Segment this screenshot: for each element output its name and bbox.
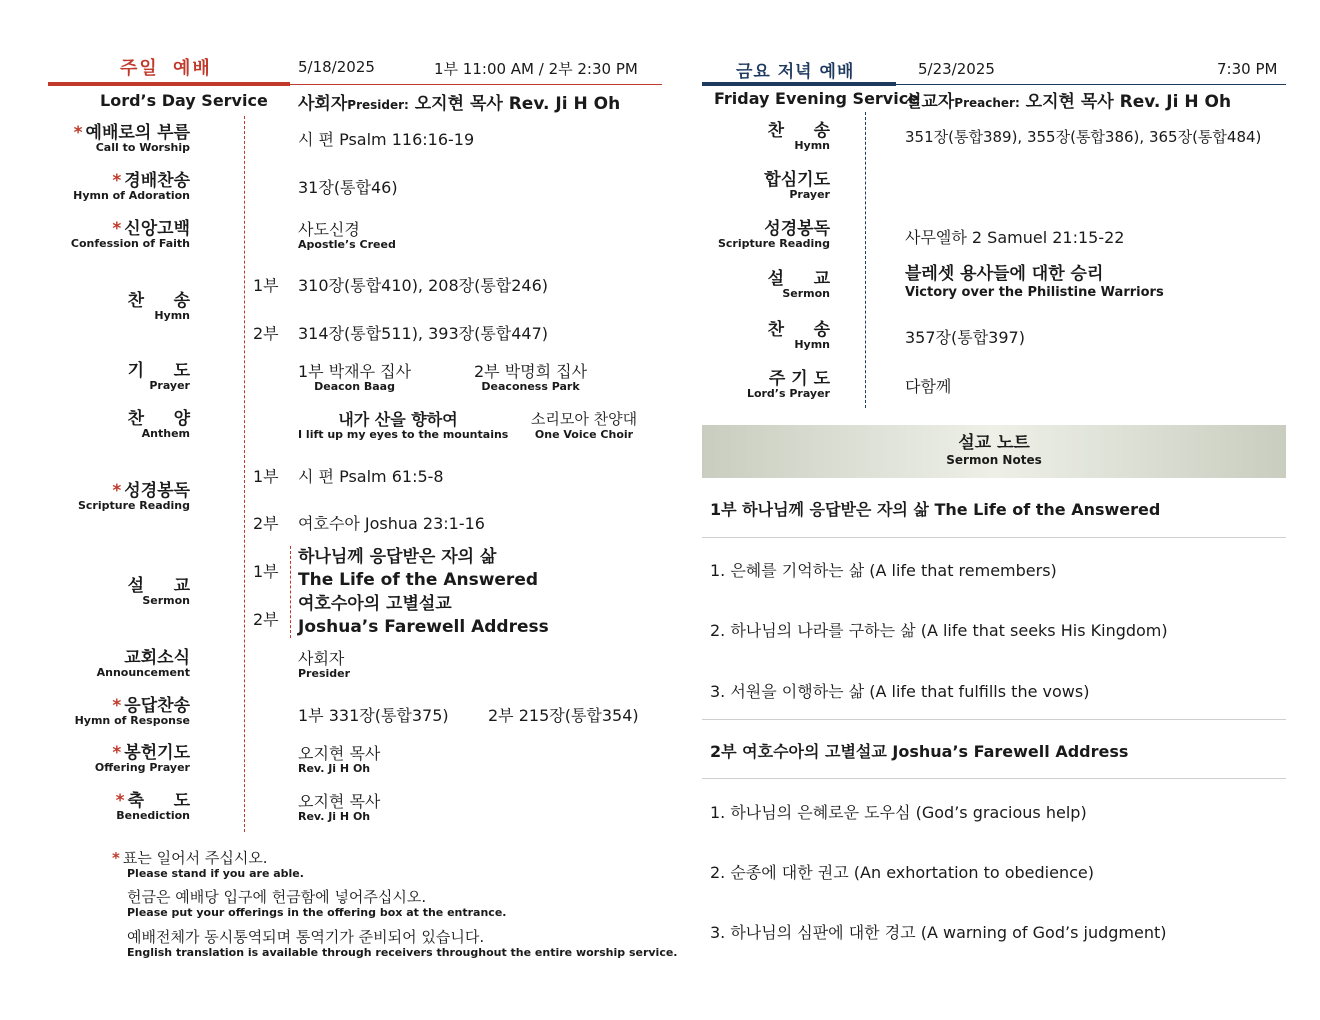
friday-time: 7:30 PM (1217, 60, 1278, 78)
stand-marker: * (115, 791, 125, 811)
notes-rule (702, 537, 1286, 538)
label-hymn-of-adoration: * 경배찬송 Hymn of Adoration (73, 171, 190, 202)
presider-name: 오지현 목사 Rev. Ji H Oh (408, 94, 621, 114)
label-fri-sermon: 설 교 Sermon (767, 269, 830, 300)
service-1-tag: 1부 (253, 467, 279, 486)
value-announcement: 사회자 Presider (298, 649, 351, 680)
sermon-notes-banner (702, 425, 1286, 478)
label-offering-prayer: * 봉헌기도 Offering Prayer (94, 743, 190, 774)
sermon-notes-title-en: Sermon Notes (946, 453, 1042, 467)
stand-marker: * (112, 219, 122, 239)
stand-marker: * (112, 743, 122, 763)
label-hymn-of-response: * 응답찬송 Hymn of Response (74, 696, 190, 727)
value-offering-prayer: 오지현 목사 Rev. Ji H Oh (298, 744, 381, 775)
stand-marker: * (112, 171, 122, 191)
sunday-header-thin-rule (290, 84, 662, 85)
notes-point: 2. 하나님의 나라를 구하는 삶 (A life that seeks His Kingdom) (710, 621, 1168, 640)
friday-preacher (905, 87, 1231, 112)
service-2-tag: 2부 (253, 610, 279, 629)
sunday-header-thick-rule (48, 82, 290, 86)
value-benediction: 오지현 목사 Rev. Ji H Oh (298, 792, 381, 823)
value-scripture-2: 여호수아 Joshua 23:1-16 (298, 514, 485, 533)
value-fri-lords-prayer: 다함께 (905, 377, 952, 396)
friday-title-ko: 금요 저녁 예배 (736, 62, 855, 82)
stand-marker: * (112, 696, 122, 716)
service-2-tag: 2부 (253, 324, 279, 343)
note-offering: 헌금은 예배당 입구에 헌금함에 넣어주십시오. Please put your offerings in the offering box at the entrance. (127, 888, 507, 919)
value-anthem-title: 내가 산을 향하여 I lift up my eyes to the mountains (298, 410, 509, 441)
label-fri-lords-prayer: 주 기 도 Lord’s Prayer (746, 369, 830, 400)
note-translation: 예배전체가 동시통역되며 통역기가 준비되어 있습니다. English translation is available through receivers throughout the entire worship service. (127, 928, 678, 959)
presider-label-ko: 사회자 (298, 94, 348, 114)
service-1-tag: 1부 (253, 276, 279, 295)
value-fri-hymn-2: 357장(통합397) (905, 328, 1025, 347)
sunday-times: 1부 11:00 AM / 2부 2:30 PM (434, 60, 638, 78)
label-sermon: 설 교 Sermon (127, 576, 190, 607)
label-fri-scripture: 성경봉독 Scripture Reading (717, 219, 830, 250)
label-confession-of-faith: * 신앙고백 Confession of Faith (70, 219, 190, 250)
sunday-divider (244, 116, 245, 832)
value-response-1: 1부 331장(통합375) (298, 706, 449, 725)
sermon-bracket (290, 546, 291, 638)
stand-marker: * (73, 123, 83, 143)
notes-rule (702, 719, 1286, 720)
preacher-label-en: Preacher: (954, 96, 1020, 110)
value-sermon-1: 하나님께 응답받은 자의 삶 The Life of the Answered (298, 547, 539, 590)
notes-point: 2. 순종에 대한 권고 (An exhortation to obedience) (710, 863, 1094, 882)
service-2-tag: 2부 (253, 514, 279, 533)
notes-point: 1. 하나님의 은혜로운 도우심 (God’s gracious help) (710, 803, 1087, 822)
value-scripture-1: 시 편 Psalm 61:5-8 (298, 467, 444, 486)
preacher-label-ko: 설교자 (905, 92, 955, 112)
note-stand: * 표는 일어서 주십시오. Please stand if you are able. (112, 849, 304, 880)
label-hymn: 찬 송 Hymn (127, 291, 190, 322)
notes-heading-2: 2부 여호수아의 고별설교 Joshua’s Farewell Address (710, 742, 1129, 761)
label-call-to-worship: * 예배로의 부름 Call to Worship (73, 123, 190, 154)
value-hymn-of-adoration: 31장(통합46) (298, 178, 398, 197)
label-fri-prayer: 합심기도 Prayer (764, 170, 830, 201)
value-sermon-2: 여호수아의 고별설교 Joshua’s Farewell Address (298, 594, 549, 637)
sunday-title-en: Lord’s Day Service (100, 91, 268, 110)
value-confession-of-faith: 사도신경 Apostle’s Creed (298, 220, 396, 251)
sunday-title-ko: 주일 예배 (120, 58, 212, 79)
sermon-notes-title-ko: 설교 노트 (958, 433, 1030, 453)
value-hymn-1: 310장(통합410), 208장(통합246) (298, 276, 549, 295)
value-fri-sermon: 블레셋 용사들에 대한 승리 Victory over the Philistine Warriors (905, 264, 1164, 300)
value-fri-scripture: 사무엘하 2 Samuel 21:15-22 (905, 228, 1125, 247)
value-prayer-1: 1부 박재우 집사 Deacon Baag (298, 362, 412, 393)
friday-title-en: Friday Evening Service (714, 89, 920, 108)
label-prayer: 기 도 Prayer (127, 361, 190, 392)
notes-point: 1. 은혜를 기억하는 삶 (A life that remembers) (710, 561, 1057, 580)
notes-point: 3. 서원을 이행하는 삶 (A life that fulfills the vows) (710, 682, 1090, 701)
notes-point: 3. 하나님의 심판에 대한 경고 (A warning of God’s judgment) (710, 923, 1167, 942)
stand-marker: * (112, 849, 120, 867)
friday-divider (865, 112, 866, 408)
value-response-2: 2부 215장(통합354) (488, 706, 639, 725)
service-1-tag: 1부 (253, 562, 279, 581)
value-anthem-choir: 소리모아 찬양대 One Voice Choir (530, 410, 638, 441)
sunday-presider (298, 89, 620, 114)
value-prayer-2: 2부 박명희 집사 Deaconess Park (474, 362, 588, 393)
presider-label-en: Presider: (347, 98, 409, 112)
label-fri-hymn-1: 찬 송 Hymn (767, 121, 830, 152)
label-announcement: 교회소식 Announcement (96, 648, 190, 679)
notes-heading-1: 1부 하나님께 응답받은 자의 삶 The Life of the Answered (710, 500, 1161, 519)
friday-header-thin-rule (896, 84, 1286, 85)
notes-rule (702, 778, 1286, 779)
friday-date: 5/23/2025 (918, 60, 995, 78)
value-fri-hymn-1: 351장(통합389), 355장(통합386), 365장(통합484) (905, 128, 1262, 146)
label-anthem: 찬 양 Anthem (127, 409, 190, 440)
value-call-to-worship: 시 편 Psalm 116:16-19 (298, 130, 475, 149)
label-scripture-reading: * 성경봉독 Scripture Reading (77, 481, 190, 512)
sunday-date: 5/18/2025 (298, 58, 375, 76)
label-benediction: * 축 도 Benediction (115, 791, 190, 822)
label-fri-hymn-2: 찬 송 Hymn (767, 320, 830, 351)
value-hymn-2: 314장(통합511), 393장(통합447) (298, 324, 549, 343)
friday-header-thick-rule (702, 82, 896, 86)
preacher-name: 오지현 목사 Rev. Ji H Oh (1019, 92, 1232, 112)
stand-marker: * (112, 481, 122, 501)
